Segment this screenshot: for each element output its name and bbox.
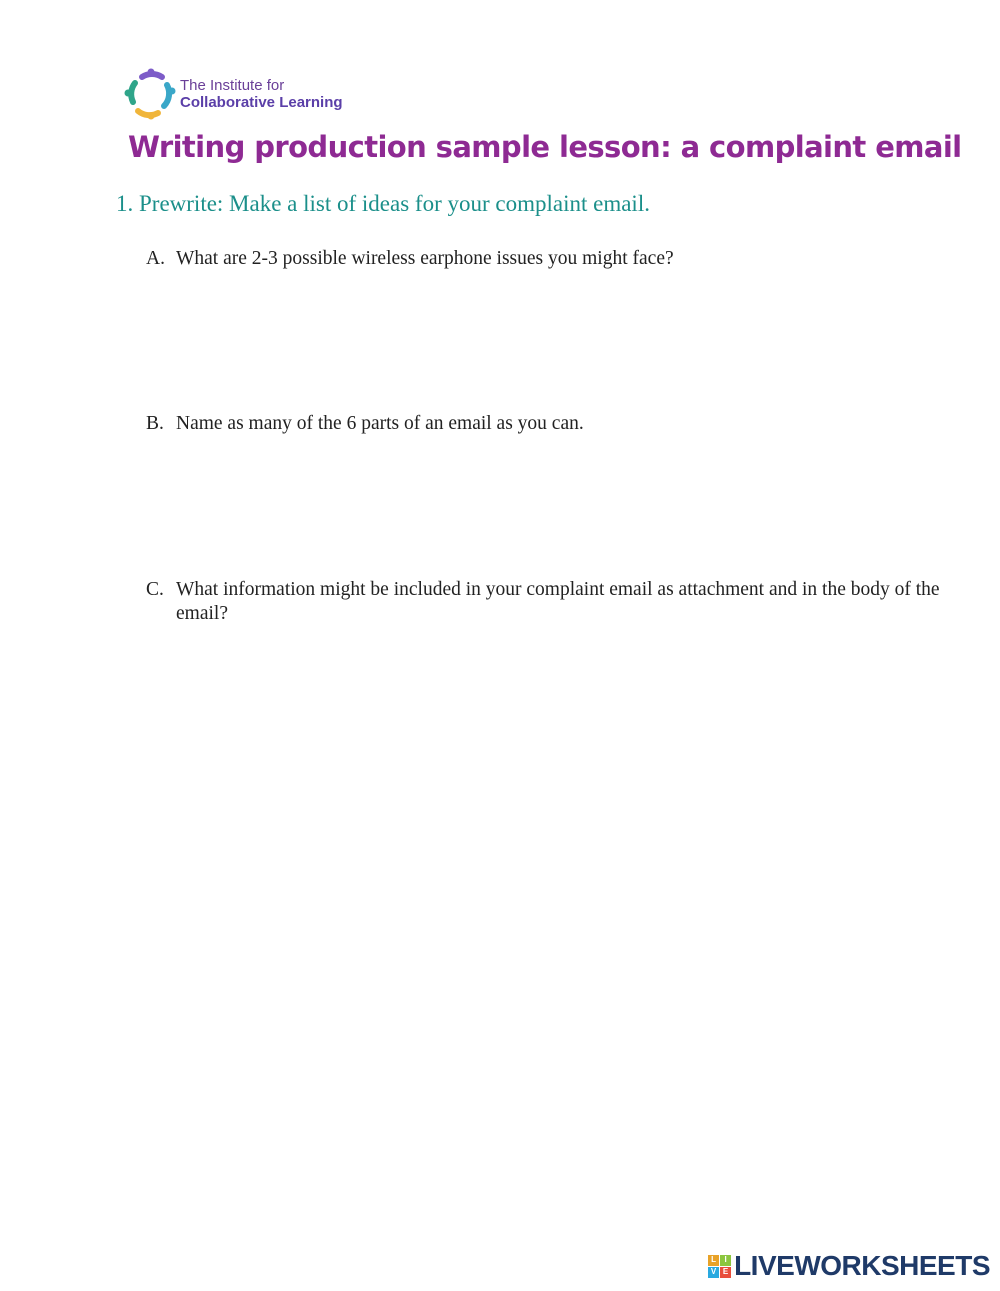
people-circle-logo-icon — [124, 68, 176, 120]
logo-line-2: Collaborative Learning — [180, 94, 343, 111]
question-text: What information might be included in your complaint email as attachment and in the body of the email? — [176, 579, 940, 624]
brand-mark-v: V — [708, 1267, 719, 1278]
brand-mark-l: L — [708, 1255, 719, 1266]
question-letter: A. — [146, 248, 165, 269]
liveworksheets-logo-icon — [708, 1255, 731, 1278]
institute-logo — [124, 68, 374, 120]
question-text: Name as many of the 6 parts of an email as you can. — [176, 413, 584, 434]
brand-mark-i: I — [720, 1255, 731, 1266]
question-c — [146, 578, 946, 626]
question-a — [146, 247, 946, 271]
liveworksheets-brand — [708, 1251, 990, 1281]
section-heading: 1. Prewrite: Make a list of ideas for your complaint email. — [116, 191, 650, 216]
question-text: What are 2-3 possible wireless earphone issues you might face? — [176, 248, 674, 269]
question-b — [146, 412, 946, 436]
logo-text — [180, 77, 343, 111]
question-letter: C. — [146, 579, 164, 600]
brand-text: LIVEWORKSHEETS — [734, 1250, 990, 1281]
question-letter: B. — [146, 413, 164, 434]
page-title: Writing production sample lesson: a complaint email — [128, 130, 962, 164]
brand-mark-e: E — [720, 1267, 731, 1278]
logo-line-1: The Institute for — [180, 77, 285, 94]
